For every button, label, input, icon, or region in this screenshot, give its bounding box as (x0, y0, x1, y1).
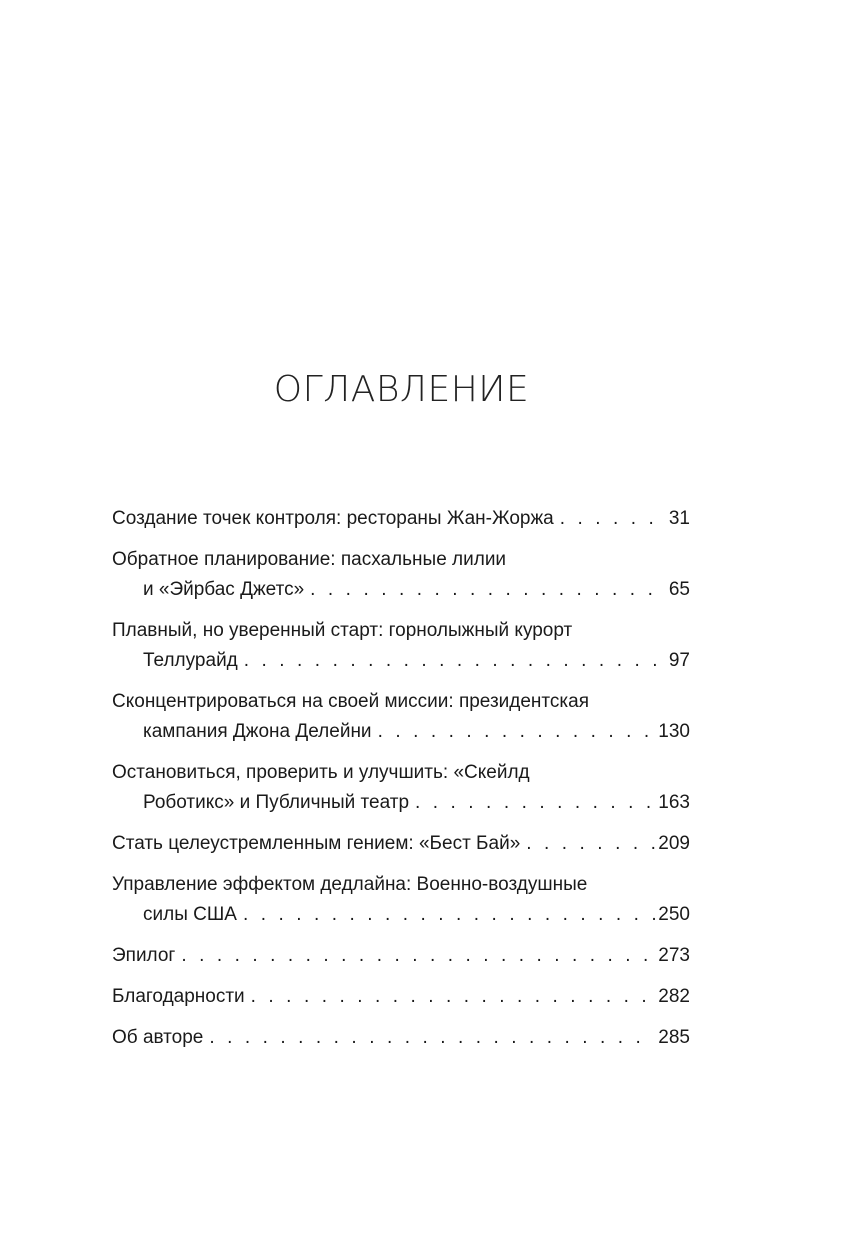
toc-page-number: 282 (658, 986, 690, 1007)
toc-page-number: 31 (668, 508, 690, 529)
toc-entry-title: Управление эффектом дедлайна: Военно-воздушные (112, 874, 588, 895)
dot-leader (560, 504, 666, 534)
toc-page-number: 250 (658, 904, 690, 925)
toc-row (112, 982, 690, 1012)
toc-entry[interactable] (112, 829, 690, 859)
dot-leader (209, 1023, 655, 1053)
toc-entry-title: Стать целеустремленным гением: «Бест Бай» (112, 833, 521, 854)
dot-leader (251, 982, 656, 1012)
toc-entry[interactable] (112, 1023, 690, 1053)
toc-page-number: 130 (658, 721, 690, 742)
toc-entry-title: Сконцентрироваться на своей миссии: президентская (112, 691, 590, 712)
dot-leader (243, 900, 655, 930)
toc-entry[interactable] (112, 545, 690, 605)
toc-entry-title: Плавный, но уверенный старт: горнолыжный курорт (112, 620, 573, 641)
toc-entry-title-continued: силы США (143, 904, 237, 925)
dot-leader (181, 941, 655, 971)
toc-entry-title: Обратное планирование: пасхальные лилии (112, 549, 507, 570)
toc-page-number: 209 (658, 833, 690, 854)
toc-row (112, 941, 690, 971)
toc-entry[interactable] (112, 870, 690, 930)
toc-row (112, 1023, 690, 1053)
toc-page-number: 163 (658, 792, 690, 813)
toc-row (112, 788, 690, 818)
toc-row (112, 900, 690, 930)
toc-page-number: 97 (668, 650, 690, 671)
toc-row (112, 829, 690, 859)
toc-page-number: 65 (668, 579, 690, 600)
toc-entry-title: Создание точек контроля: рестораны Жан-Жоржа (112, 508, 554, 529)
toc-row (112, 717, 690, 747)
page-title: ОГЛАВЛЕНИЕ (273, 369, 530, 410)
dot-leader (244, 646, 666, 676)
toc-entry[interactable] (112, 616, 690, 676)
toc-entry-title: Остановиться, проверить и улучшить: «Скейлд (112, 762, 530, 783)
dot-leader (378, 717, 656, 747)
toc-entry-title-continued: Теллурайд (143, 650, 238, 671)
toc-entry-title: Эпилог (112, 945, 176, 966)
toc-entry-title: Благодарности (112, 986, 245, 1007)
toc-page-number: 285 (658, 1027, 690, 1048)
toc-entry[interactable] (112, 941, 690, 971)
toc-entry-title: Об авторе (112, 1027, 204, 1048)
toc-entry-title-continued: и «Эйрбас Джетс» (143, 579, 305, 600)
toc-entry-title-continued: Роботикс» и Публичный театр (143, 792, 410, 813)
toc-row (112, 646, 690, 676)
dot-leader (310, 575, 666, 605)
toc-entry[interactable] (112, 982, 690, 1012)
toc-entry[interactable] (112, 504, 690, 534)
toc-entry-title-continued: кампания Джона Делейни (143, 721, 372, 742)
toc-page-number: 273 (658, 945, 690, 966)
dot-leader (526, 829, 655, 859)
toc-row (112, 504, 690, 534)
toc-row (112, 575, 690, 605)
table-of-contents (112, 504, 690, 1064)
toc-entry[interactable] (112, 687, 690, 747)
toc-entry[interactable] (112, 758, 690, 818)
dot-leader (415, 788, 655, 818)
